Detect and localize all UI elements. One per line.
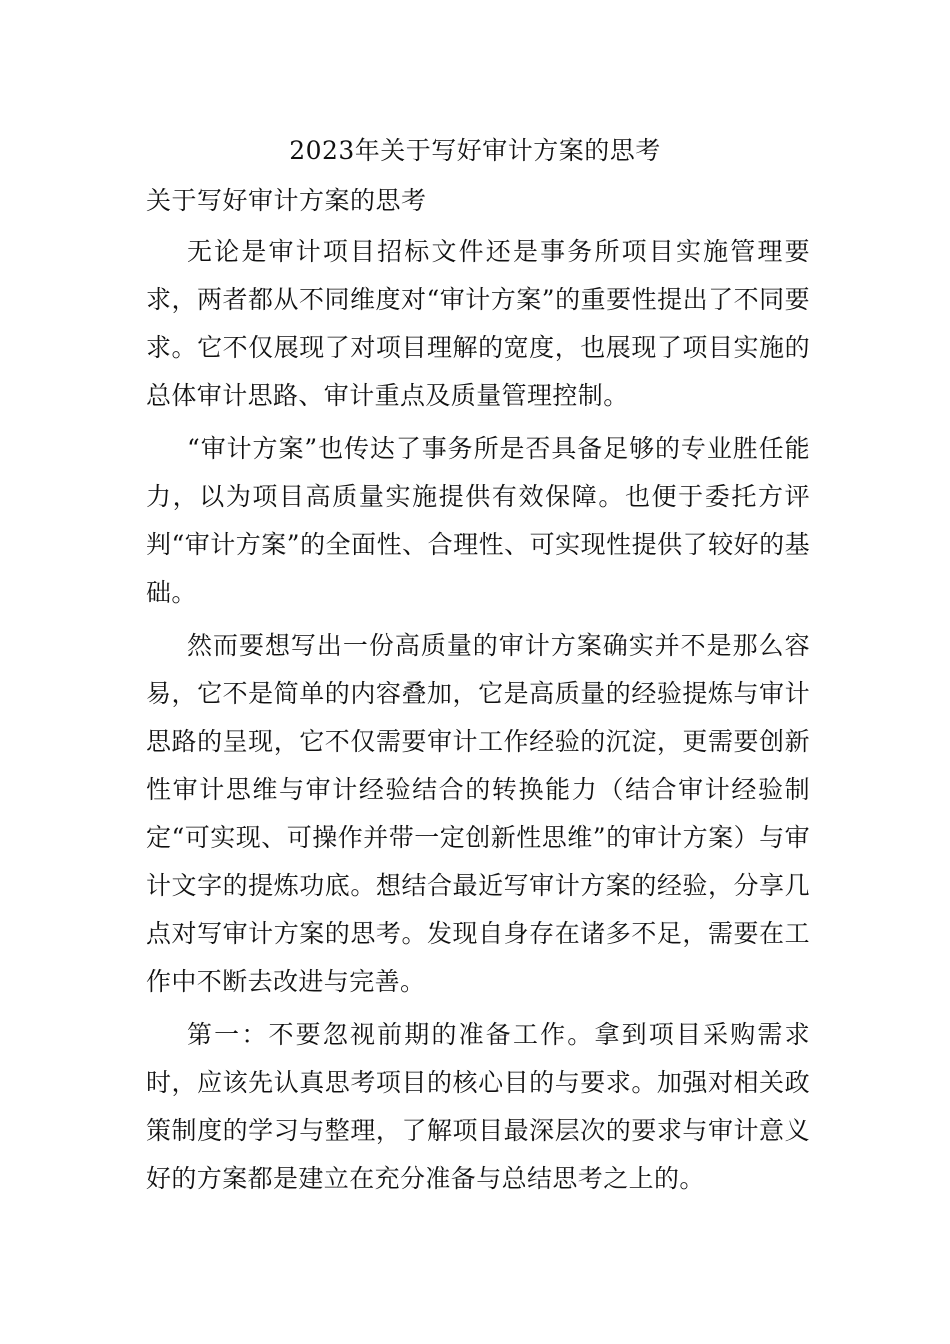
document-body	[146, 228, 810, 1208]
paragraph-2: “审计方案”也传达了事务所是否具备足够的专业胜任能力，以为项目高质量实施提供有效保障。也便于委托方评判“审计方案”的全面性、合理性、可实现性提供了较好的基础。	[146, 434, 810, 607]
paragraph-4: 第一：不要忽视前期的准备工作。拿到项目采购需求时，应该先认真思考项目的核心目的与要求。加强对相关政策制度的学习与整理，了解项目最深层次的要求与审计意义好的方案都是建立在充分准备与总结思考之上的。	[146, 1020, 810, 1193]
paragraph-1: 无论是审计项目招标文件还是事务所项目实施管理要求，两者都从不同维度对“审计方案”的重要性提出了不同要求。它不仅展现了对项目理解的宽度，也展现了项目实施的总体审计思路、审计重点及质量管理控制。	[146, 237, 810, 410]
document-subtitle: 关于写好审计方案的思考	[146, 186, 427, 215]
document-title: 2023年关于写好审计方案的思考	[289, 136, 661, 165]
paragraph-3: 然而要想写出一份高质量的审计方案确实并不是那么容易，它不是简单的内容叠加，它是高质量的经验提炼与审计思路的呈现，它不仅需要审计工作经验的沉淀，更需要创新性审计思维与审计经验结合的转换能力（结合审计经验制定“可实现、可操作并带一定创新性思维”的审计方案）与审计文字的提炼功底。想结合最近写审计方案的经验，分享几点对写审计方案的思考。发现自身存在诸多不足，需要在工作中不断去改进与完善。	[146, 631, 810, 996]
